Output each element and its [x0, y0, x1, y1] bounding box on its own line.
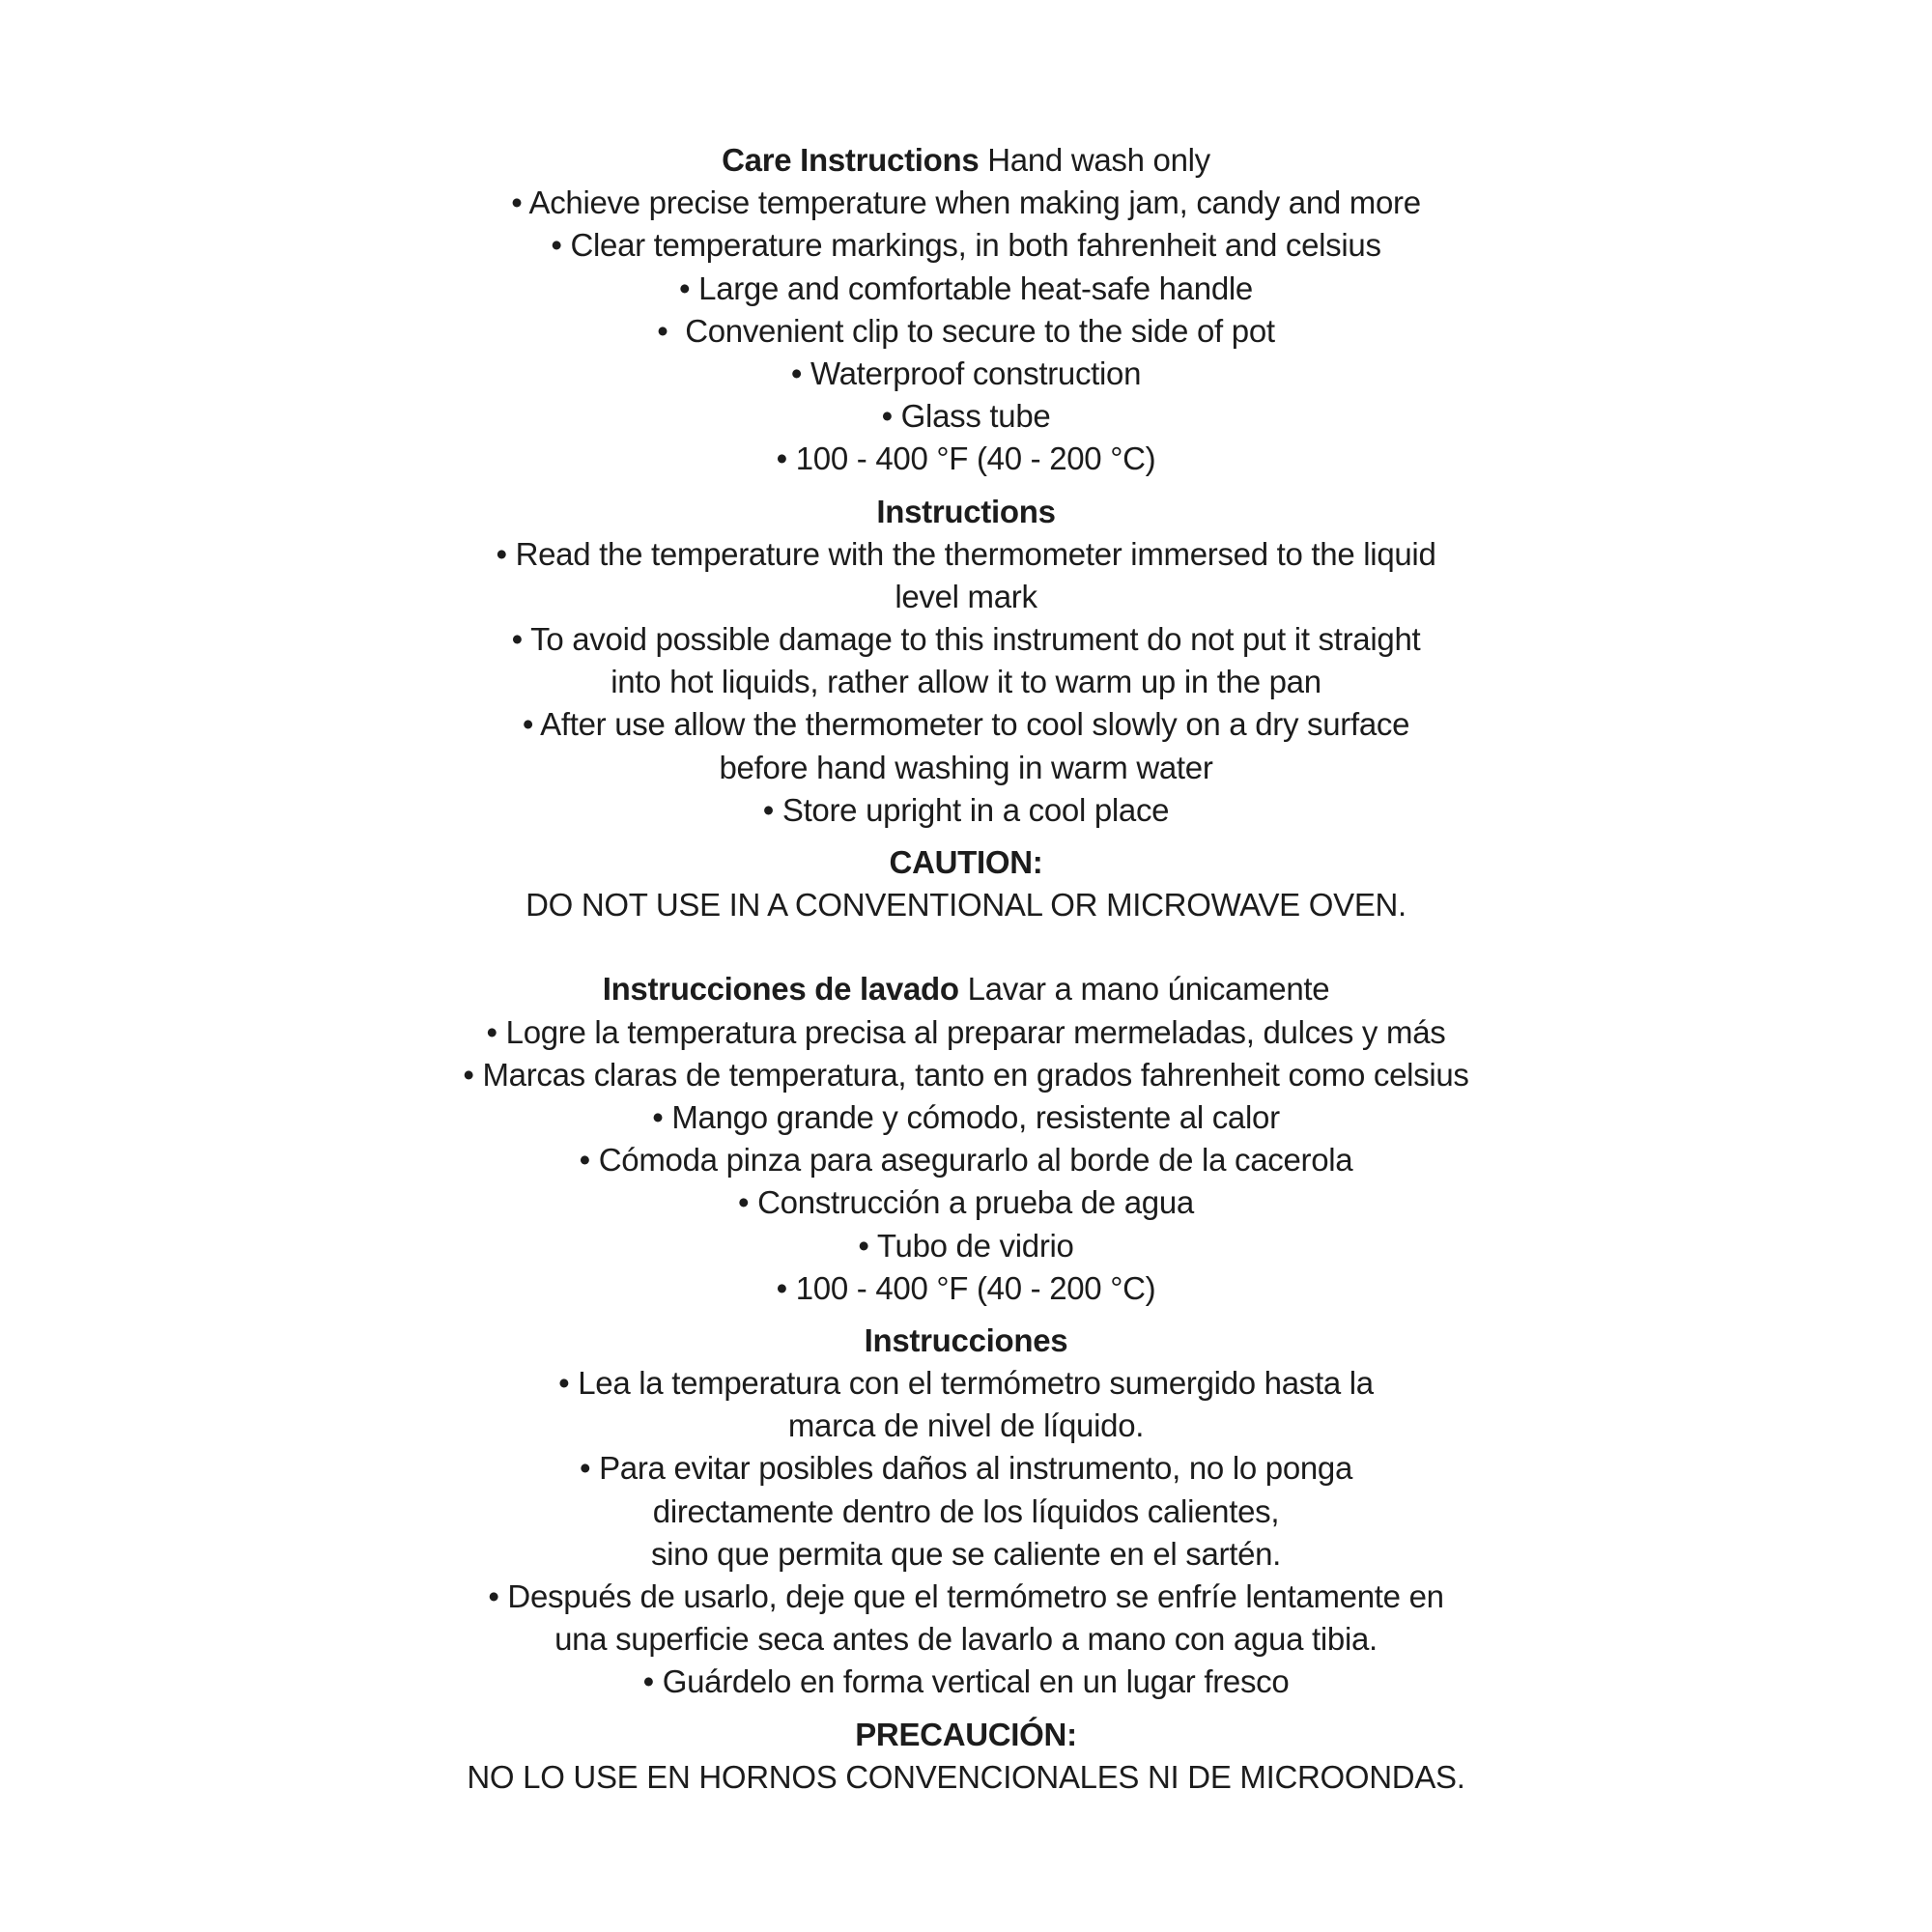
instructions-heading-es: Instrucciones — [864, 1321, 1068, 1358]
instruction-line: • Store upright in a cool place — [762, 791, 1170, 828]
feature-item-es: • 100 - 400 °F (40 - 200 °C) — [776, 1269, 1156, 1306]
caution-heading-es: PRECAUCIÓN: — [855, 1716, 1077, 1752]
instruction-line-es: • Guárdelo en forma vertical en un lugar fresco — [642, 1663, 1290, 1700]
care-title: Care Instructions — [722, 142, 980, 178]
feature-item: • Large and comfortable heat-safe handle — [679, 270, 1253, 306]
instruction-line-es: una superficie seca antes de lavarlo a mano con agua tibia. — [554, 1621, 1378, 1658]
instruction-line: • After use allow the thermometer to cool slowly on a dry surface — [522, 706, 1410, 743]
feature-item-es: • Marcas claras de temperatura, tanto en grados fahrenheit como celsius — [463, 1056, 1469, 1093]
spanish-section — [0, 968, 1932, 1799]
feature-item: • Achieve precise temperature when making jam, candy and more — [511, 185, 1421, 221]
instruction-line: level mark — [895, 578, 1037, 614]
feature-item-es: • Construcción a prueba de agua — [738, 1184, 1194, 1221]
caution-heading: CAUTION: — [889, 844, 1043, 880]
instruction-line-es: directamente dentro de los líquidos calientes, — [652, 1492, 1280, 1529]
care-heading-line-es — [0, 968, 1932, 1010]
care-heading-line — [0, 139, 1932, 182]
caution-text-es: NO LO USE EN HORNOS CONVENCIONALES NI DE MICROONDAS. — [467, 1758, 1465, 1795]
feature-item: • Glass tube — [881, 398, 1051, 435]
feature-item-es: • Tubo de vidrio — [858, 1227, 1074, 1264]
care-subtitle-es: Lavar a mano únicamente — [958, 971, 1330, 1008]
feature-item: • Waterproof construction — [790, 355, 1142, 391]
feature-item-es: • Mango grande y cómodo, resistente al calor — [652, 1098, 1280, 1135]
feature-item-es: • Cómoda pinza para asegurarlo al borde de la cacerola — [579, 1142, 1353, 1179]
instructions-heading: Instructions — [876, 493, 1056, 529]
instruction-line-es: marca de nivel de líquido. — [787, 1407, 1145, 1444]
care-instructions-document — [0, 139, 1932, 1799]
care-title-es: Instrucciones de lavado — [602, 971, 959, 1008]
instruction-line: • To avoid possible damage to this instrument do not put it straight — [511, 621, 1421, 658]
section-divider-space — [0, 926, 1932, 968]
instruction-line: into hot liquids, rather allow it to warm up in the pan — [611, 664, 1321, 700]
instruction-line: before hand washing in warm water — [719, 749, 1213, 785]
care-subtitle: Hand wash only — [979, 142, 1210, 178]
english-section — [0, 139, 1932, 926]
caution-text: DO NOT USE IN A CONVENTIONAL OR MICROWAVE OVEN. — [526, 887, 1406, 923]
instruction-line: • Read the temperature with the thermometer immersed to the liquid — [496, 535, 1436, 572]
instruction-line-es: • Después de usarlo, deje que el termómetro se enfríe lentamente en — [488, 1578, 1444, 1614]
feature-item: • Clear temperature markings, in both fahrenheit and celsius — [551, 227, 1381, 264]
feature-item-es: • Logre la temperatura precisa al preparar mermeladas, dulces y más — [486, 1013, 1446, 1050]
instruction-line-es: • Para evitar posibles daños al instrumento, no lo ponga — [579, 1450, 1353, 1487]
feature-item: • Convenient clip to secure to the side of pot — [657, 312, 1275, 349]
feature-item: • 100 - 400 °F (40 - 200 °C) — [776, 440, 1156, 477]
instruction-line-es: • Lea la temperatura con el termómetro sumergido hasta la — [558, 1365, 1374, 1402]
instruction-line-es: sino que permita que se caliente en el sartén. — [650, 1535, 1282, 1572]
